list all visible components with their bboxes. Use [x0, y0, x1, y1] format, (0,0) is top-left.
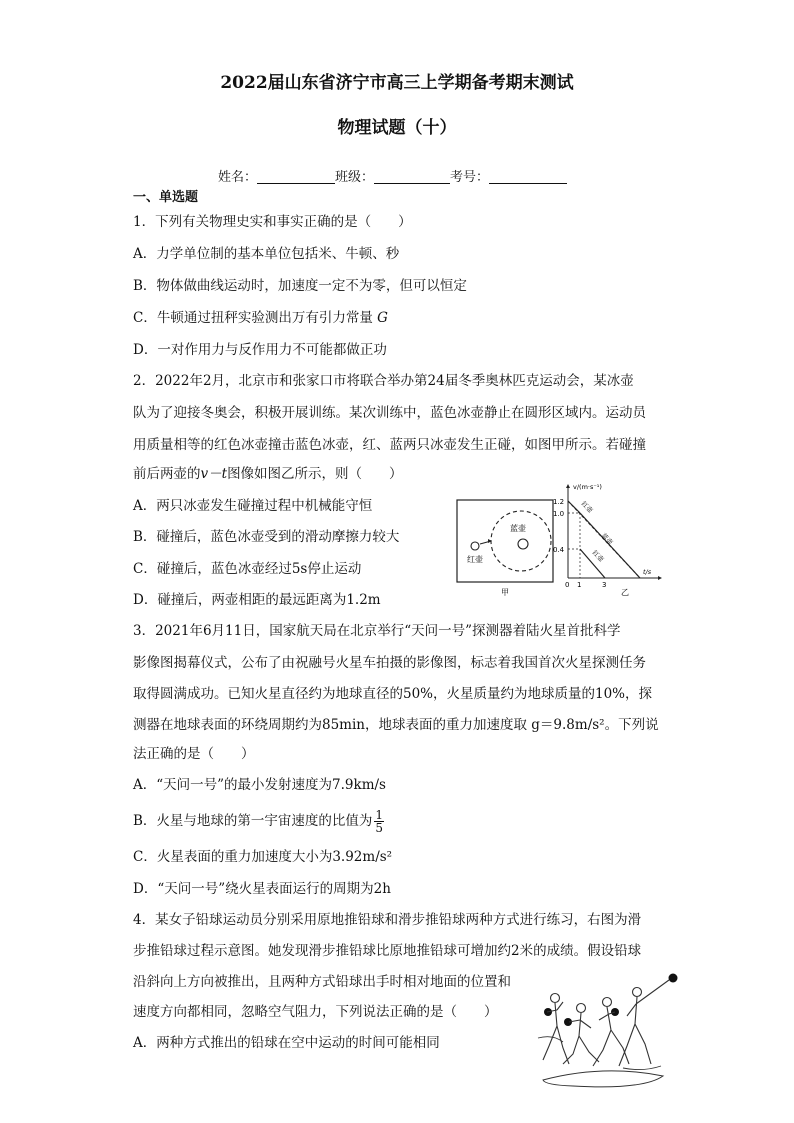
q1-stem: 1．下列有关物理史实和事实正确的是（ ） — [133, 214, 412, 230]
line-label-blue: 蓝壶 — [599, 531, 615, 547]
q2-option-d: D．碰撞后，两壶相距的最远距离为1.2m — [133, 592, 381, 608]
fraction — [374, 809, 384, 834]
q4-stem-line-4: 速度方向都相同，忽略空气阻力，下列说法正确的是（ ） — [133, 1004, 498, 1020]
q3-stem-line-3: 取得圆满成功。已知火星直径约为地球直径的50%，火星质量约为地球质量的10%，探 — [133, 686, 653, 702]
athlete-pose-4-icon — [619, 980, 669, 1066]
class-field[interactable] — [374, 169, 450, 184]
v-axis-arrow-icon — [566, 484, 570, 488]
curling-figure — [455, 478, 675, 600]
student-info-row — [218, 166, 567, 185]
exam-subtitle: 物理试题（十） — [337, 118, 457, 138]
name-field[interactable] — [257, 169, 335, 184]
q3-stem-line-4: 测器在地球表面的环绕周期约为85min，地球表面的重力加速度取 g＝9.8m/s²。下列说 — [133, 717, 659, 733]
shot-put-illustration — [533, 968, 683, 1088]
vt-symbol: v－t — [200, 466, 228, 482]
curling-region-box — [457, 500, 553, 582]
fraction-denominator: 5 — [375, 821, 384, 835]
athlete-pose-1-icon — [543, 994, 569, 1065]
q2-option-b: B．碰撞后，蓝色冰壶受到的滑动摩擦力较大 — [133, 529, 400, 545]
tick-0.4: 0.4 — [553, 546, 565, 554]
q3-option-d: D．“天问一号”绕火星表面运行的周期为2h — [133, 881, 391, 897]
q4-stem-line-3: 沿斜向上方向被推出，且两种方式铅球出手时相对地面的位置和 — [133, 974, 511, 990]
class-label: 班级： — [335, 170, 375, 185]
line-label-red-after: 红壶 — [590, 548, 606, 564]
q1-option-d: D．一对作用力与反作用力不可能都做正功 — [133, 342, 387, 358]
target-circle — [491, 511, 551, 571]
t-axis-arrow-icon — [658, 576, 662, 580]
tick-1: 1 — [577, 581, 582, 589]
q1-option-c — [133, 309, 388, 327]
blue-stone-label: 蓝壶 — [510, 524, 526, 533]
q2-stem-line-4: 前后两壶的v－t图像如图乙所示，则（ ） — [133, 466, 403, 482]
blue-curling-stone — [518, 539, 528, 549]
blue-stone-after-line — [580, 513, 640, 578]
tick-1.2: 1.2 — [553, 498, 565, 506]
q4-option-a: A．两种方式推出的铅球在空中运动的时间可能相同 — [133, 1035, 440, 1051]
q3-stem-line-5: 法正确的是（ ） — [133, 746, 255, 762]
tick-3: 3 — [602, 581, 607, 589]
q1-option-b: B．物体做曲线运动时，加速度一定不为零，但可以恒定 — [133, 278, 467, 294]
tick-0: 0 — [565, 581, 570, 589]
line-label-red-before: 红壶 — [579, 499, 595, 515]
q3-option-b — [133, 809, 384, 834]
q4-stem-line-2: 步推铅球过程示意图。她发现滑步推铅球比原地推铅球可增加约2米的成绩。假设铅球 — [133, 943, 642, 959]
throwing-circle — [543, 1071, 663, 1087]
t-axis-label: t/s — [643, 568, 652, 576]
q4-stem-line-1: 4．某女子铅球运动员分别采用原地推铅球和滑步推铅球两种方式进行练习，右图为滑 — [133, 912, 642, 928]
exam-title: 2022届山东省济宁市高三上学期备考期末测试 — [220, 73, 574, 93]
gravitational-constant-symbol: G — [377, 310, 388, 326]
v-axis-label: v/(m·s⁻¹) — [573, 483, 602, 491]
q3-option-c: C．火星表面的重力加速度大小为3.92m/s² — [133, 849, 393, 865]
q1-option-c-text: C．牛顿通过扭秤实验测出万有引力常量 — [133, 310, 373, 326]
exam-no-field[interactable] — [489, 169, 567, 184]
q2-option-a: A．两只冰壶发生碰撞过程中机械能守恒 — [133, 498, 373, 514]
q3-option-b-text: B．火星与地球的第一宇宙速度的比值为 — [133, 813, 373, 829]
shot-ball-icon — [669, 974, 678, 983]
figure-jia-label: 甲 — [501, 588, 509, 597]
q3-option-a: A．“天问一号”的最小发射速度为7.9km/s — [133, 777, 386, 793]
red-stone-before-line — [568, 501, 580, 513]
q3-stem-line-1: 3．2021年6月11日，国家航天局在北京举行“天问一号”探测器着陆火星首批科学 — [133, 623, 621, 639]
figure-yi-label: 乙 — [621, 588, 629, 597]
q2-option-c: C．碰撞后，蓝色冰壶经过5s停止运动 — [133, 561, 362, 577]
q3-stem-line-2: 影像图揭幕仪式，公布了由祝融号火星车拍摄的影像图，标志着我国首次火星探测任务 — [133, 655, 646, 671]
red-curling-stone — [471, 542, 479, 550]
q2-stem-line-2: 队为了迎接冬奥会，积极开展训练。某次训练中，蓝色冰壶静止在圆形区域内。运动员 — [133, 405, 646, 421]
exam-no-label: 考号： — [450, 170, 490, 185]
section-heading: 一、单选题 — [133, 190, 199, 205]
q1-option-a: A．力学单位制的基本单位包括米、牛顿、秒 — [133, 246, 400, 262]
q2-stem-line-1: 2．2022年2月，北京市和张家口市将联合举办第24届冬季奥林匹克运动会，某冰壶 — [133, 373, 634, 389]
motion-lines — [538, 1037, 661, 1070]
tick-1.0: 1.0 — [553, 510, 565, 518]
athlete-pose-2-icon — [563, 1004, 599, 1065]
fraction-numerator: 1 — [375, 808, 384, 822]
q2-stem-line-3: 用质量相等的红色冰壶撞击蓝色冰壶，红、蓝两只冰壶发生正碰，如图甲所示。若碰撞 — [133, 437, 646, 453]
red-stone-label: 红壶 — [467, 555, 483, 564]
name-label: 姓名： — [218, 170, 258, 185]
